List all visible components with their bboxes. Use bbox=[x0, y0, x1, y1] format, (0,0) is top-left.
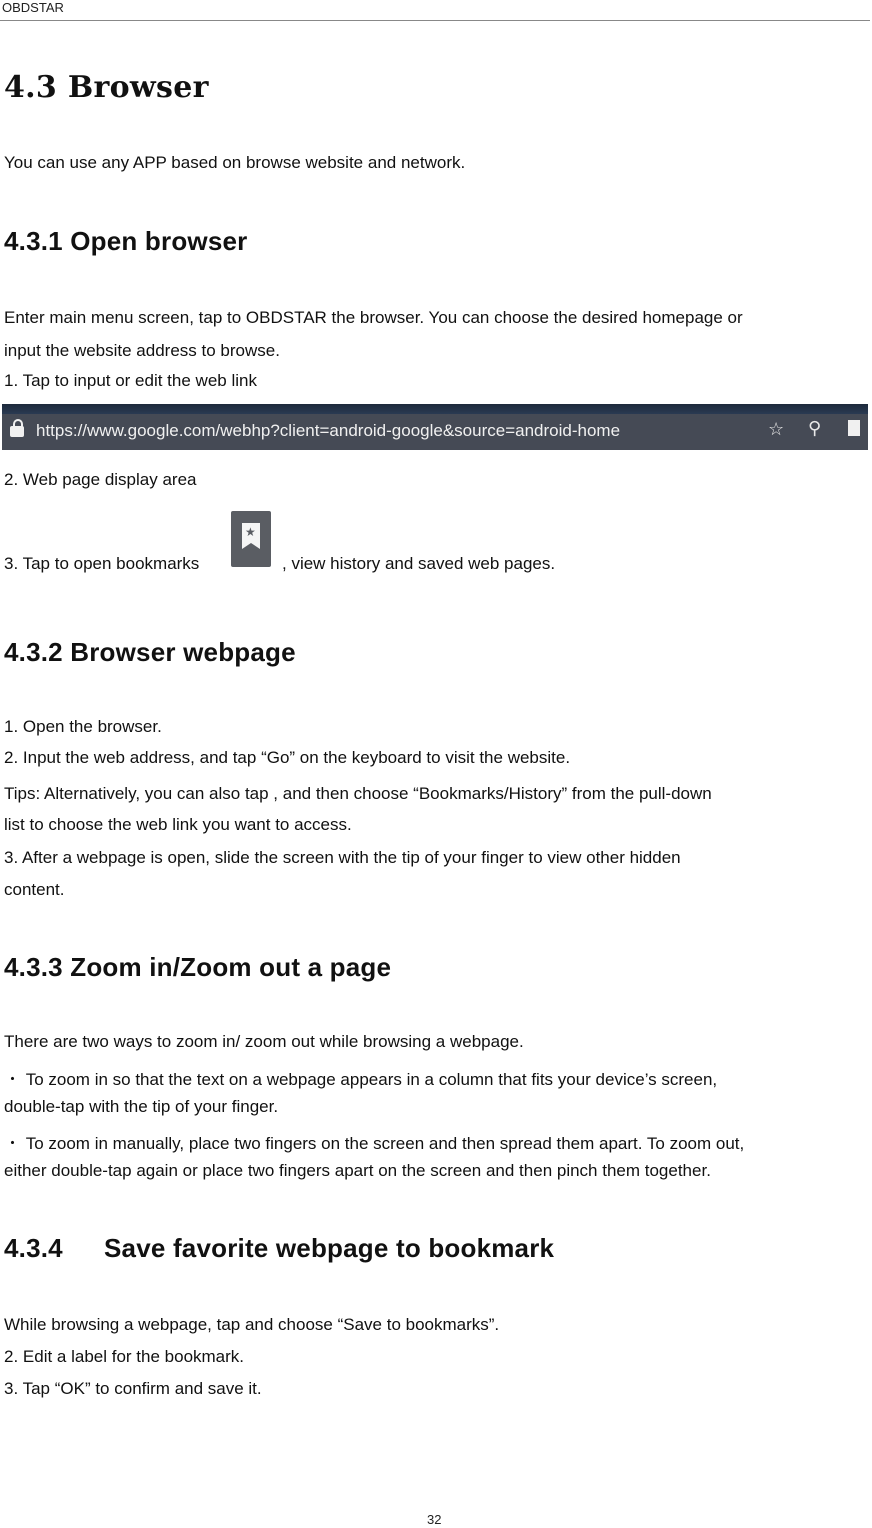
paragraph-line: While browsing a webpage, tap and choose “Save to bookmarks”. bbox=[4, 1315, 500, 1334]
paragraph-line: 3. After a webpage is open, slide the screen with the tip of your finger to view other hidden bbox=[4, 848, 681, 867]
paragraph-line: Enter main menu screen, tap to OBDSTAR the browser. You can choose the desired homepage or bbox=[4, 308, 743, 327]
paragraph-line: list to choose the web link you want to access. bbox=[4, 815, 352, 834]
paragraph-line: 3. Tap “OK” to confirm and save it. bbox=[4, 1379, 262, 1398]
paragraph-line: 2. Edit a label for the bookmark. bbox=[4, 1347, 245, 1366]
step-line: 2. Web page display area bbox=[4, 470, 197, 489]
search-icon: ⚲ bbox=[808, 418, 822, 438]
paragraph-line: either double-tap again or place two fingers apart on the screen and then pinch them together. bbox=[4, 1161, 711, 1180]
subsection-number-bookmark: 4.3.4 bbox=[4, 1233, 63, 1263]
section-intro: You can use any APP based on browse website and network. bbox=[4, 153, 466, 172]
bookmarks-icon: ★ bbox=[231, 511, 271, 567]
paragraph-line: Tips: Alternatively, you can also tap , and then choose “Bookmarks/History” from the pull-down bbox=[4, 784, 712, 803]
paragraph-line: content. bbox=[4, 880, 65, 899]
running-header: OBDSTAR bbox=[2, 0, 64, 15]
subsection-title-bookmark: Save favorite webpage to bookmark bbox=[104, 1233, 555, 1263]
subsection-title-open-browser: 4.3.1 Open browser bbox=[4, 226, 248, 256]
paragraph-line: double-tap with the tip of your finger. bbox=[4, 1097, 279, 1116]
paragraph-line: There are two ways to zoom in/ zoom out while browsing a webpage. bbox=[4, 1032, 524, 1051]
bullet-line: ・ To zoom in manually, place two fingers on the screen and then spread them apart. To zoom out, bbox=[4, 1134, 745, 1153]
subsection-title-zoom: 4.3.3 Zoom in/Zoom out a page bbox=[4, 952, 392, 982]
step-line: 3. Tap to open bookmarks bbox=[4, 554, 200, 573]
step-line-tail: , view history and saved web pages. bbox=[282, 554, 556, 573]
star-icon: ☆ bbox=[768, 419, 785, 439]
browser-url-bar-screenshot bbox=[2, 404, 868, 450]
header-divider bbox=[0, 20, 870, 21]
paragraph-line: 2. Input the web address, and tap “Go” on the keyboard to visit the website. bbox=[4, 748, 571, 767]
step-line: 1. Tap to input or edit the web link bbox=[4, 371, 257, 390]
subsection-title-browser-webpage: 4.3.2 Browser webpage bbox=[4, 637, 296, 667]
bookmark-icon bbox=[848, 420, 860, 436]
bullet-line: ・ To zoom in so that the text on a webpage appears in a column that fits your device’s screen, bbox=[4, 1070, 718, 1089]
section-title: 4.3 Browser bbox=[4, 70, 209, 105]
paragraph-line: input the website address to browse. bbox=[4, 341, 280, 360]
lock-icon bbox=[10, 426, 24, 437]
paragraph-line: 1. Open the browser. bbox=[4, 717, 162, 736]
url-text: https://www.google.com/webhp?client=android-google&source=android-home bbox=[36, 421, 621, 440]
page-number: 32 bbox=[427, 1512, 442, 1527]
urlbar-top-strip bbox=[2, 404, 868, 414]
